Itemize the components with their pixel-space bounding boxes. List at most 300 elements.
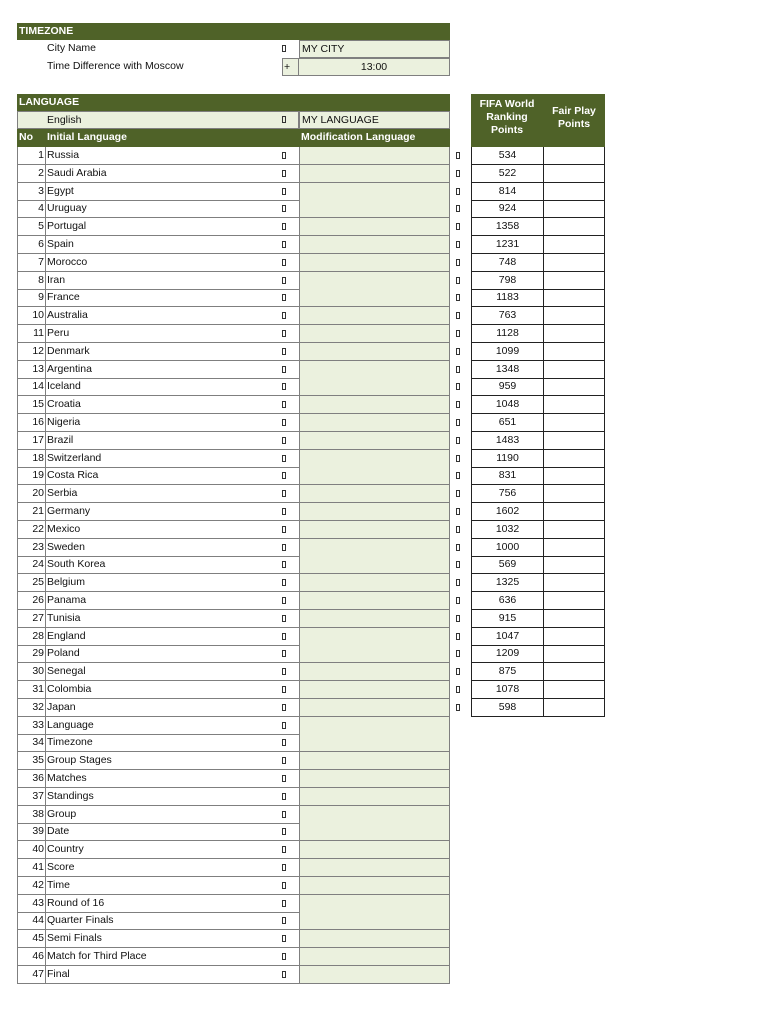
fifa-ranking-points[interactable]: 1099 [471,343,544,361]
row-number: 36 [17,770,46,788]
language-title: LANGUAGE [19,96,80,108]
table-row [17,930,450,948]
table-row [17,325,450,343]
dropdown-marker-icon [282,806,299,824]
fifa-ranking-points[interactable]: 1183 [471,289,544,307]
fair-play-points[interactable] [543,325,605,343]
row-number: 1 [17,147,46,165]
initial-language-cell: Match for Third Place [46,948,282,966]
modification-language-input[interactable] [299,806,450,824]
modification-language-input[interactable] [299,361,450,379]
initial-language-cell: Egypt [46,183,282,201]
table-row [17,877,450,895]
fifa-ranking-points[interactable]: 1000 [471,539,544,557]
table-row [17,450,450,468]
dropdown-marker-icon [282,912,299,930]
initial-language-cell: Iran [46,272,282,290]
modification-language-input[interactable] [299,325,450,343]
time-difference-label: Time Difference with Moscow [47,60,184,72]
link-marker-icon [456,289,466,307]
fair-play-points[interactable] [543,414,605,432]
row-number: 11 [17,325,46,343]
modification-language-input[interactable] [299,432,450,450]
fifa-ranking-points[interactable]: 569 [471,556,544,574]
initial-language-cell: Mexico [46,521,282,539]
modification-language-input[interactable] [299,877,450,895]
fair-play-points[interactable] [543,378,605,396]
table-row [17,610,450,628]
modification-language-input[interactable] [299,414,450,432]
modification-language-input[interactable] [299,467,450,485]
dropdown-marker-icon [282,272,299,290]
link-marker-icon [456,254,466,272]
row-number: 7 [17,254,46,272]
fifa-ranking-points[interactable]: 534 [471,147,544,165]
ranking-row [471,663,605,681]
link-marker-icon [456,663,466,681]
link-marker-icon [456,610,466,628]
column-fair-play: Fair Play Points [552,105,596,130]
dropdown-marker-icon [282,823,299,841]
fair-play-points[interactable] [543,574,605,592]
link-marker-icon [456,485,466,503]
dropdown-marker-icon [282,485,299,503]
initial-language-cell: Group [46,806,282,824]
table-row [17,218,450,236]
fair-play-points[interactable] [543,183,605,201]
fifa-ranking-points[interactable]: 915 [471,610,544,628]
fifa-ranking-points[interactable]: 1047 [471,628,544,646]
initial-language-cell: Colombia [46,681,282,699]
fifa-ranking-points[interactable]: 1358 [471,218,544,236]
table-row [17,165,450,183]
ranking-row [471,450,605,468]
table-row [17,895,450,913]
fair-play-points[interactable] [543,236,605,254]
row-number: 2 [17,165,46,183]
table-row [17,147,450,165]
initial-language-cell: Nigeria [46,414,282,432]
initial-language-cell: Germany [46,503,282,521]
dropdown-marker-icon [282,521,299,539]
row-number: 17 [17,432,46,450]
ranking-row [471,414,605,432]
fair-play-points[interactable] [543,663,605,681]
dropdown-marker-icon [282,289,299,307]
modification-language-input[interactable] [299,948,450,966]
dropdown-marker-icon [282,930,299,948]
custom-language-input[interactable]: MY LANGUAGE [299,111,450,129]
row-number: 29 [17,645,46,663]
fair-play-points[interactable] [543,343,605,361]
table-row [17,236,450,254]
modification-language-input[interactable] [299,521,450,539]
row-number: 28 [17,628,46,646]
fifa-ranking-points[interactable]: 1348 [471,361,544,379]
dropdown-marker-icon [282,895,299,913]
table-row [17,912,450,930]
modification-language-input[interactable] [299,343,450,361]
link-marker-icon [456,361,466,379]
ranking-row [471,200,605,218]
fair-play-points[interactable] [543,432,605,450]
initial-language-cell: France [46,289,282,307]
modification-language-input[interactable] [299,503,450,521]
table-row [17,628,450,646]
fair-play-points[interactable] [543,628,605,646]
initial-language-cell: Russia [46,147,282,165]
modification-language-input[interactable] [299,147,450,165]
modification-language-input[interactable] [299,378,450,396]
time-difference-input[interactable]: 13:00 [298,58,450,76]
fifa-ranking-points[interactable]: 875 [471,663,544,681]
link-marker-icon [456,236,466,254]
table-row [17,432,450,450]
fifa-ranking-points[interactable]: 959 [471,378,544,396]
modification-language-input[interactable] [299,645,450,663]
dropdown-marker-icon [282,841,299,859]
fifa-ranking-points[interactable]: 1078 [471,681,544,699]
table-row [17,592,450,610]
column-initial-language: Initial Language [47,131,127,143]
row-number: 46 [17,948,46,966]
modification-language-input[interactable] [299,699,450,717]
link-marker-icon [456,432,466,450]
modification-language-input[interactable] [299,165,450,183]
dropdown-marker-icon [282,396,299,414]
modification-language-input[interactable] [299,966,450,984]
ranking-row [471,503,605,521]
ranking-row [471,183,605,201]
table-row [17,663,450,681]
modification-language-input[interactable] [299,859,450,877]
row-number: 23 [17,539,46,557]
link-marker-icon [456,200,466,218]
ranking-row [471,147,605,165]
fair-play-points[interactable] [543,467,605,485]
modification-language-input[interactable] [299,485,450,503]
ranking-row [471,699,605,717]
dropdown-marker-icon [282,556,299,574]
fifa-ranking-points[interactable]: 924 [471,200,544,218]
modification-language-input[interactable] [299,592,450,610]
dropdown-marker-icon [282,645,299,663]
initial-language-cell: Japan [46,699,282,717]
language-header [17,94,450,111]
fifa-ranking-points[interactable]: 756 [471,485,544,503]
ranking-row [471,432,605,450]
row-number: 26 [17,592,46,610]
dropdown-marker-icon [282,574,299,592]
table-row [17,378,450,396]
initial-language-cell: Quarter Finals [46,912,282,930]
fair-play-points[interactable] [543,307,605,325]
table-row [17,788,450,806]
dropdown-marker-icon [282,592,299,610]
link-marker-icon [456,574,466,592]
table-row [17,539,450,557]
dropdown-marker-icon [282,539,299,557]
fair-play-points[interactable] [543,200,605,218]
fair-play-points[interactable] [543,645,605,663]
fair-play-points[interactable] [543,521,605,539]
link-marker-icon [456,307,466,325]
table-row [17,183,450,201]
initial-language-cell: Score [46,859,282,877]
fifa-ranking-points[interactable]: 831 [471,467,544,485]
ranking-row [471,325,605,343]
fifa-ranking-points[interactable]: 1602 [471,503,544,521]
row-number: 42 [17,877,46,895]
initial-language-cell: Matches [46,770,282,788]
initial-language-cell: Timezone [46,734,282,752]
fair-play-points[interactable] [543,610,605,628]
city-name-input[interactable]: MY CITY [299,40,450,58]
modification-language-input[interactable] [299,895,450,913]
ranking-row [471,307,605,325]
fifa-ranking-points[interactable]: 1209 [471,645,544,663]
table-row [17,343,450,361]
dropdown-marker-icon [282,165,299,183]
modification-language-input[interactable] [299,610,450,628]
dropdown-marker-icon [282,254,299,272]
timezone-diff-row [17,58,450,77]
link-marker-icon [456,378,466,396]
row-number: 9 [17,289,46,307]
fair-play-points[interactable] [543,165,605,183]
row-number: 19 [17,467,46,485]
fifa-ranking-points[interactable]: 814 [471,183,544,201]
table-row [17,503,450,521]
initial-language-cell: Peru [46,325,282,343]
modification-language-input[interactable] [299,681,450,699]
dropdown-marker-icon [282,325,299,343]
fair-play-points[interactable] [543,699,605,717]
initial-language-cell: Uruguay [46,200,282,218]
ranking-row [471,272,605,290]
fair-play-points[interactable] [543,289,605,307]
dropdown-marker-icon [282,361,299,379]
initial-language-cell: Argentina [46,361,282,379]
fifa-ranking-points[interactable]: 522 [471,165,544,183]
ranking-row [471,289,605,307]
modification-language-input[interactable] [299,788,450,806]
ranking-header [471,94,605,147]
modification-language-input[interactable] [299,396,450,414]
fifa-ranking-points[interactable]: 1483 [471,432,544,450]
ranking-row [471,165,605,183]
link-marker-icon [456,699,466,717]
dropdown-marker-icon [282,717,299,735]
modification-language-input[interactable] [299,236,450,254]
fair-play-points[interactable] [543,272,605,290]
row-number: 27 [17,610,46,628]
timezone-title: TIMEZONE [19,25,74,37]
link-marker-icon [456,450,466,468]
row-number: 38 [17,806,46,824]
language-select[interactable]: English [17,111,299,129]
row-number: 4 [17,200,46,218]
link-marker-icon [456,183,466,201]
initial-language-cell: Country [46,841,282,859]
modification-language-input[interactable] [299,556,450,574]
ranking-row [471,218,605,236]
initial-language-cell: England [46,628,282,646]
modification-language-input[interactable] [299,183,450,201]
row-number: 16 [17,414,46,432]
modification-language-input[interactable] [299,770,450,788]
modification-language-input[interactable] [299,289,450,307]
fifa-ranking-points[interactable]: 651 [471,414,544,432]
ranking-row [471,485,605,503]
modification-language-input[interactable] [299,539,450,557]
modification-language-input[interactable] [299,841,450,859]
row-number: 40 [17,841,46,859]
modification-language-input[interactable] [299,450,450,468]
dropdown-marker-icon [282,450,299,468]
language-select-row [17,111,450,129]
initial-language-cell: Final [46,966,282,984]
fair-play-points[interactable] [543,218,605,236]
table-row [17,485,450,503]
initial-language-cell: Spain [46,236,282,254]
row-number: 18 [17,450,46,468]
modification-language-input[interactable] [299,307,450,325]
dropdown-marker-icon [282,236,299,254]
ranking-row [471,628,605,646]
dropdown-marker-icon [282,147,299,165]
link-marker-icon [456,396,466,414]
modification-language-input[interactable] [299,254,450,272]
ranking-row [471,539,605,557]
initial-language-cell: Round of 16 [46,895,282,913]
fifa-ranking-points[interactable]: 763 [471,307,544,325]
table-row [17,948,450,966]
dropdown-marker-icon [282,343,299,361]
fair-play-points[interactable] [543,361,605,379]
fair-play-points[interactable] [543,539,605,557]
dropdown-marker-icon [282,111,292,129]
fair-play-points[interactable] [543,450,605,468]
modification-language-input[interactable] [299,823,450,841]
modification-language-input[interactable] [299,734,450,752]
modification-language-input[interactable] [299,272,450,290]
initial-language-cell: Language [46,717,282,735]
fifa-ranking-points[interactable]: 598 [471,699,544,717]
dropdown-marker-icon [282,752,299,770]
row-number: 10 [17,307,46,325]
dropdown-marker-icon [282,628,299,646]
modification-language-input[interactable] [299,663,450,681]
column-modification-language: Modification Language [301,131,416,143]
initial-language-cell: Australia [46,307,282,325]
row-number: 32 [17,699,46,717]
link-marker-icon [456,628,466,646]
modification-language-input[interactable] [299,628,450,646]
table-row [17,556,450,574]
fifa-ranking-points[interactable]: 748 [471,254,544,272]
row-number: 37 [17,788,46,806]
link-marker-icon [456,218,466,236]
fair-play-points[interactable] [543,147,605,165]
initial-language-cell: Tunisia [46,610,282,628]
fair-play-points[interactable] [543,681,605,699]
row-number: 5 [17,218,46,236]
initial-language-cell: Costa Rica [46,467,282,485]
dropdown-marker-icon [282,966,299,984]
row-number: 22 [17,521,46,539]
dropdown-marker-icon [282,218,299,236]
fair-play-points[interactable] [543,396,605,414]
column-fifa-ranking: FIFA World Ranking Points [479,98,535,136]
table-row [17,752,450,770]
initial-language-cell: Saudi Arabia [46,165,282,183]
modification-language-input[interactable] [299,752,450,770]
row-number: 35 [17,752,46,770]
fair-play-points[interactable] [543,254,605,272]
modification-language-input[interactable] [299,218,450,236]
table-row [17,361,450,379]
row-number: 47 [17,966,46,984]
dropdown-marker-icon [282,948,299,966]
dropdown-marker-icon [282,503,299,521]
fifa-ranking-points[interactable]: 1231 [471,236,544,254]
row-number: 12 [17,343,46,361]
language-columns-header [17,129,450,147]
dropdown-marker-icon [282,859,299,877]
fair-play-points[interactable] [543,556,605,574]
modification-language-input[interactable] [299,200,450,218]
initial-language-cell: Switzerland [46,450,282,468]
link-marker-icon [456,681,466,699]
fifa-ranking-points[interactable]: 1128 [471,325,544,343]
link-marker-icon [456,272,466,290]
row-number: 25 [17,574,46,592]
fifa-ranking-points[interactable]: 798 [471,272,544,290]
modification-language-input[interactable] [299,930,450,948]
link-marker-icon [456,556,466,574]
dropdown-marker-icon [282,200,299,218]
initial-language-cell: Poland [46,645,282,663]
fair-play-points[interactable] [543,592,605,610]
dropdown-marker-icon [282,699,299,717]
dropdown-marker-icon [282,40,292,58]
dropdown-marker-icon [282,467,299,485]
link-marker-icon [456,539,466,557]
table-row [17,717,450,735]
time-difference-sign[interactable]: + [282,58,299,76]
fifa-ranking-points[interactable]: 1048 [471,396,544,414]
link-marker-icon [456,467,466,485]
modification-language-input[interactable] [299,717,450,735]
fifa-ranking-points[interactable]: 1190 [471,450,544,468]
fifa-ranking-points[interactable]: 1325 [471,574,544,592]
fair-play-points[interactable] [543,503,605,521]
table-row [17,699,450,717]
modification-language-input[interactable] [299,574,450,592]
initial-language-cell: Brazil [46,432,282,450]
row-number: 30 [17,663,46,681]
ranking-row [471,396,605,414]
modification-language-input[interactable] [299,912,450,930]
row-number: 6 [17,236,46,254]
fifa-ranking-points[interactable]: 1032 [471,521,544,539]
ranking-row [471,574,605,592]
row-number: 43 [17,895,46,913]
fair-play-points[interactable] [543,485,605,503]
table-row [17,859,450,877]
fifa-ranking-points[interactable]: 636 [471,592,544,610]
